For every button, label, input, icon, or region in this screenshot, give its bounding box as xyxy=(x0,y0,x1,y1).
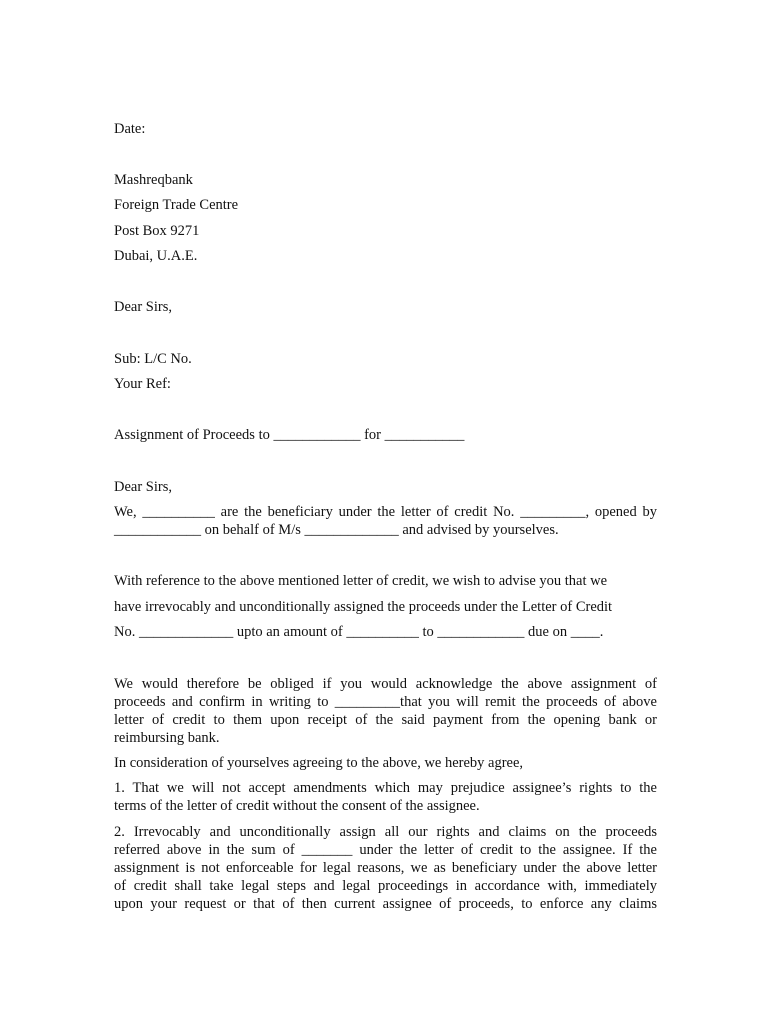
paragraph-line: ____________ on behalf of M/s _____________ and advised by yourselves. xyxy=(114,522,559,538)
paragraph-line: assignment is not enforceable for legal reasons, we as beneficiary under the above letter xyxy=(114,860,657,876)
address-po-box: Post Box 9271 xyxy=(114,223,200,239)
salutation-first: Dear Sirs, xyxy=(114,299,172,315)
paragraph-line: upon your request or that of then current assignee of proceeds, to enforce any claims xyxy=(114,896,657,912)
paragraph-line: of credit shall take legal steps and legal proceedings in accordance with, immediately xyxy=(114,878,657,894)
paragraph-line: terms of the letter of credit without the consent of the assignee. xyxy=(114,798,480,814)
paragraph-line: have irrevocably and unconditionally assigned the proceeds under the Letter of Credit xyxy=(114,599,613,615)
paragraph-line: 2. Irrevocably and unconditionally assign all our rights and claims on the proceeds xyxy=(114,824,657,840)
address-department: Foreign Trade Centre xyxy=(114,197,239,213)
paragraph-line: With reference to the above mentioned letter of credit, we wish to advise you that we xyxy=(114,573,608,589)
paragraph-line: We would therefore be obliged if you would acknowledge the above assignment of xyxy=(114,676,657,692)
paragraph-line: No. _____________ upto an amount of __________ to ____________ due on ____. xyxy=(114,624,604,640)
paragraph-line: letter of credit to them upon receipt of the said payment from the opening bank or xyxy=(114,712,657,728)
paragraph-line: We, __________ are the beneficiary under the letter of credit No. _________, opened by xyxy=(114,504,657,520)
date-label: Date: xyxy=(114,121,146,137)
subject-lc-number: Sub: L/C No. xyxy=(114,351,192,367)
paragraph-consideration: In consideration of yourselves agreeing to the above, we hereby agree, xyxy=(114,755,524,771)
paragraph-obliged xyxy=(114,675,657,747)
paragraph-line: 1. That we will not accept amendments which may prejudice assignee’s rights to the xyxy=(114,780,657,796)
subject-your-ref: Your Ref: xyxy=(114,376,171,392)
clause-one xyxy=(114,779,657,815)
paragraph-beneficiary xyxy=(114,503,657,539)
clause-two xyxy=(114,823,657,913)
paragraph-line: proceeds and confirm in writing to _________that you will remit the proceeds of above xyxy=(114,694,657,710)
paragraph-line: referred above in the sum of _______ under the letter of credit to the assignee. If the xyxy=(114,842,657,858)
address-city: Dubai, U.A.E. xyxy=(114,248,198,264)
address-bank: Mashreqbank xyxy=(114,172,193,188)
salutation-second: Dear Sirs, xyxy=(114,479,172,495)
paragraph-line: reimbursing bank. xyxy=(114,730,220,746)
assignment-heading: Assignment of Proceeds to ____________ for ___________ xyxy=(114,427,465,443)
